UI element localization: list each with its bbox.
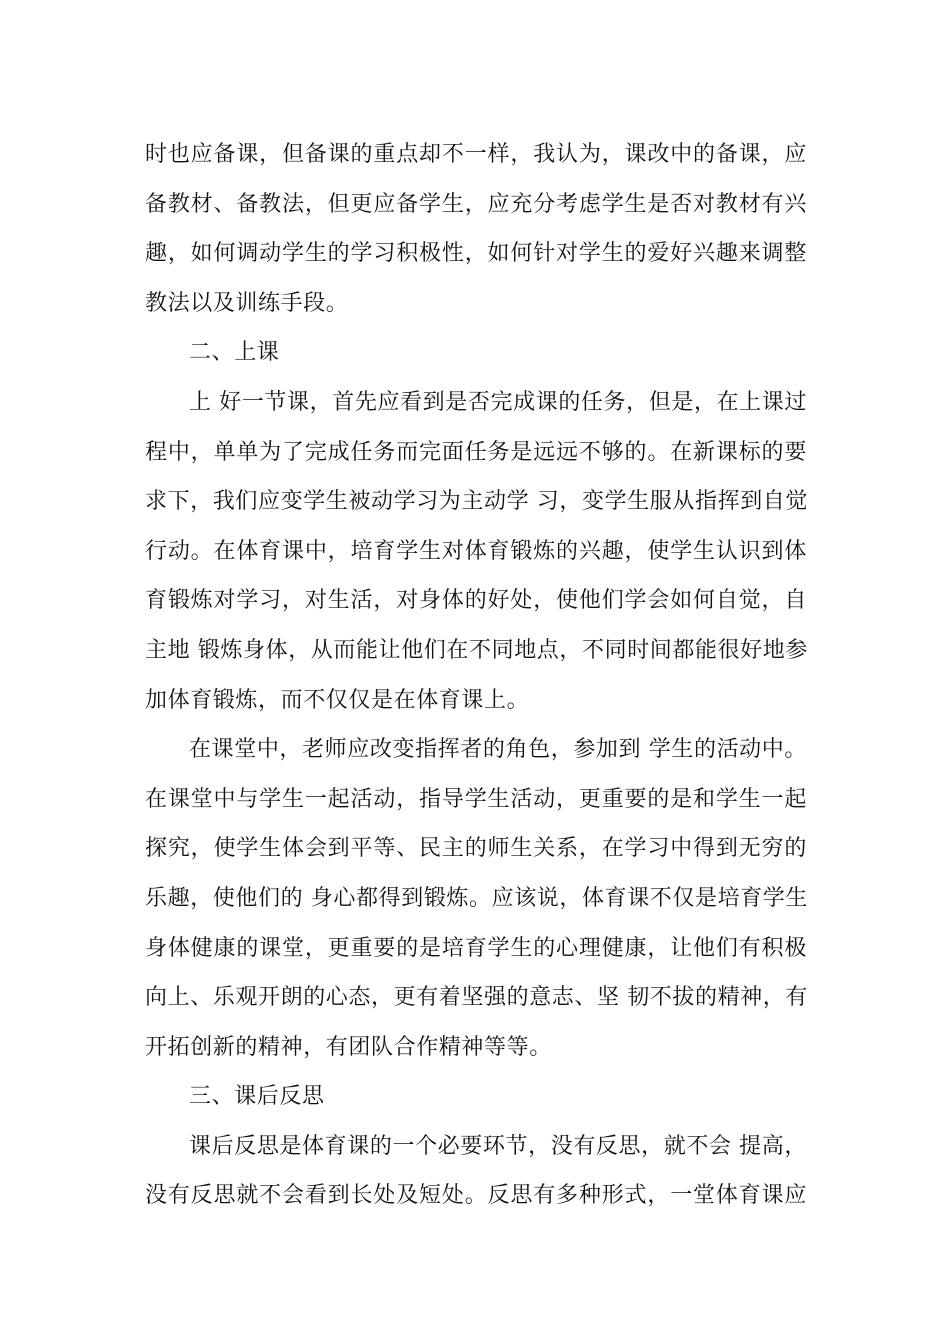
text-line: 课后反思是体育课的一个必要环节，没有反思，就不会 提高， — [189, 1133, 807, 1159]
text-line: 乐趣，使他们的 身心都得到锻炼。应该说，体育课不仅是培育学生 — [145, 885, 808, 911]
text-line: 求下，我们应变学生被动学习为主动学 习，变学生服从指挥到自觉 — [145, 489, 808, 515]
text-line: 教法以及训练手段。 — [145, 290, 349, 316]
text-line: 主地 锻炼身体，从而能让他们在不同地点，不同时间都能很好地参 — [145, 637, 808, 663]
text-line: 加体育锻炼，而不仅仅是在体育课上。 — [145, 687, 530, 713]
text-line: 在课堂中与学生一起活动，指导学生活动，更重要的是和学生一起 — [145, 786, 807, 812]
text-line: 没有反思就不会看到长处及短处。反思有多种形式，一堂体育课应 — [145, 1183, 807, 1209]
text-line: 趣，如何调动学生的学习积极性，如何针对学生的爱好兴趣来调整 — [145, 241, 807, 267]
text-line: 开拓创新的精神，有团队合作精神等等。 — [145, 1034, 552, 1060]
document-body — [145, 130, 807, 1221]
text-line: 上 好一节课，首先应看到是否完成课的任务，但是，在上课过 — [189, 389, 807, 415]
text-line: 时也应备课，但备课的重点却不一样，我认为，课改中的备课，应 — [145, 142, 807, 167]
text-line: 向上、乐观开朗的心态，更有着坚强的意志、坚 韧不拔的精神，有 — [145, 985, 808, 1011]
section-heading-reflection: 三、课后反思 — [189, 1084, 325, 1110]
text-line: 行动。在体育课中，培育学生对体育锻炼的兴趣，使学生认识到体 — [145, 538, 807, 564]
text-line: 育锻炼对学习，对生活，对身体的好处，使他们学会如何自觉，自 — [145, 588, 807, 614]
text-line: 备教材、备教法，但更应备学生，应充分考虑学生是否对教材有兴 — [145, 191, 807, 217]
text-line: 探究，使学生体会到平等、民主的师生关系，在学习中得到无穷的 — [145, 836, 807, 862]
text-line: 身体健康的课堂，更重要的是培育学生的心理健康，让他们有积极 — [145, 935, 807, 961]
text-line: 程中，单单为了完成任务而完面任务是远远不够的。在新课标的要 — [145, 439, 807, 465]
text-line: 在课堂中，老师应改变指挥者的角色，参加到 学生的活动中。 — [189, 737, 807, 763]
section-heading-class: 二、上课 — [189, 340, 280, 366]
